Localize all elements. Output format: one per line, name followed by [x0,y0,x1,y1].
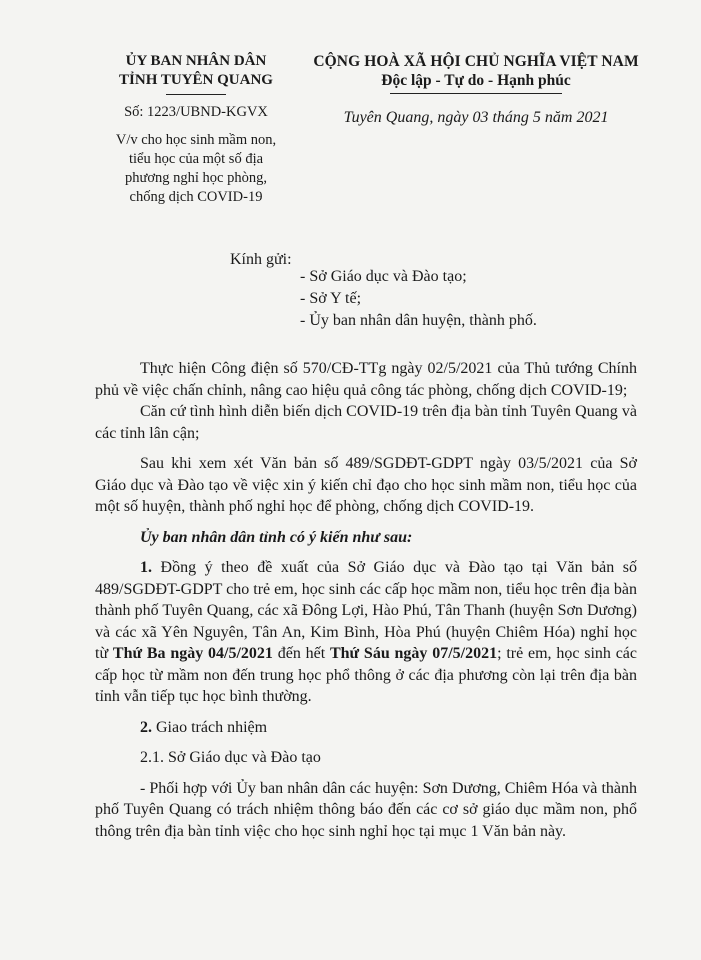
item-1 [95,557,637,708]
issuer-underline [166,94,226,95]
item-1-start-date: Thứ Ba ngày 04/5/2021 [112,645,273,662]
item-1-end-date: Thứ Sáu ngày 07/5/2021 [329,645,498,662]
item-1-text: ; trẻ em, học sinh các cấp học từ mầm non đến trung học phổ thông ở các địa phương còn lại trên địa bàn tỉnh vẫn tiếp tục học bình thường. [95,645,638,705]
item-2-1-heading: 2.1. Sở Giáo dục và Đào tạo [140,749,321,766]
national-header [306,52,646,128]
subject-line: chống dịch COVID-19 [129,189,263,205]
document-number: Số: 1223/UBND-KGVX [124,104,268,120]
opinion-heading: Ủy ban nhân dân tỉnh có ý kiến như sau: [140,528,413,546]
issuer-name-line1: ỦY BAN NHÂN DÂN [125,53,267,69]
item-2-1-text: - Phối hợp với Ủy ban nhân dân các huyện: Sơn Dương, Chiêm Hóa và thành phố Tuyên Quang có trách nhiệm thông báo đến các cơ sở giáo dục mầm non, phổ thông trên địa bàn tỉnh việc cho học sinh nghỉ học tại mục 1 Văn bản này. [95,779,637,840]
document-subject [96,131,296,207]
recipient-item: - Sở Giáo dục và Đào tạo; [300,268,467,285]
recipients-list [300,266,537,332]
document-body [95,358,637,842]
national-motto: Độc lập - Tự do - Hạnh phúc [381,72,571,89]
item-1-text: Đồng ý theo đề xuất của Sở Giáo dục và Đào tạo tại Văn bản số 489/SGDĐT-GDPT cho trẻ em, học sinh các cấp học mầm non, tiểu học trên địa bàn thành phố Tuyên Quang, các xã Đông Lợi, Hào Phú, Tân Thanh (huyện Sơn Dương) và các xã Yên Nguyên, Tân An, Kim Bình, Hòa Phú (huyện Chiêm Hóa) nghỉ học từ [95,559,637,662]
recipient-item: - Sở Y tế; [300,290,362,307]
item-1-text: đến hết [272,645,330,662]
issuer-block [96,52,296,207]
recipient-item: - Ủy ban nhân dân huyện, thành phố. [300,312,537,329]
subject-line: V/v cho học sinh mầm non, [115,132,277,148]
national-title: CỘNG HOÀ XÃ HỘI CHỦ NGHĨA VIỆT NAM [313,53,639,70]
item-1-number: 1. [140,559,152,576]
item-2-number: 2. [140,718,152,736]
subject-line: tiểu học của một số địa [128,151,264,167]
paragraph-situation: Căn cứ tình hình diễn biến dịch COVID-19 trên địa bàn tỉnh Tuyên Quang và các tỉnh lân cận; [95,403,637,442]
paragraph-directive: Thực hiện Công điện số 570/CĐ-TTg ngày 02/5/2021 của Thủ tướng Chính phủ về việc chấn chỉnh, nâng cao hiệu quả công tác phòng, chống dịch COVID-19; [95,360,637,399]
document-date: Tuyên Quang, ngày 03 tháng 5 năm 2021 [343,109,609,126]
issuer-name-line2: TỈNH TUYÊN QUANG [119,72,273,88]
motto-underline [390,93,562,94]
paragraph-review: Sau khi xem xét Văn bản số 489/SGDĐT-GDPT ngày 03/5/2021 của Sở Giáo dục và Đào tạo về việc xin ý kiến chỉ đạo cho học sinh mầm non, tiểu học của một số huyện, thành phố nghỉ học để phòng, chống dịch COVID-19. [95,455,637,515]
item-2-title: Giao trách nhiệm [152,718,268,736]
item-2-heading [95,717,637,739]
recipients-label: Kính gửi: [230,251,292,268]
subject-line: phương nghỉ học phòng, [125,170,267,186]
